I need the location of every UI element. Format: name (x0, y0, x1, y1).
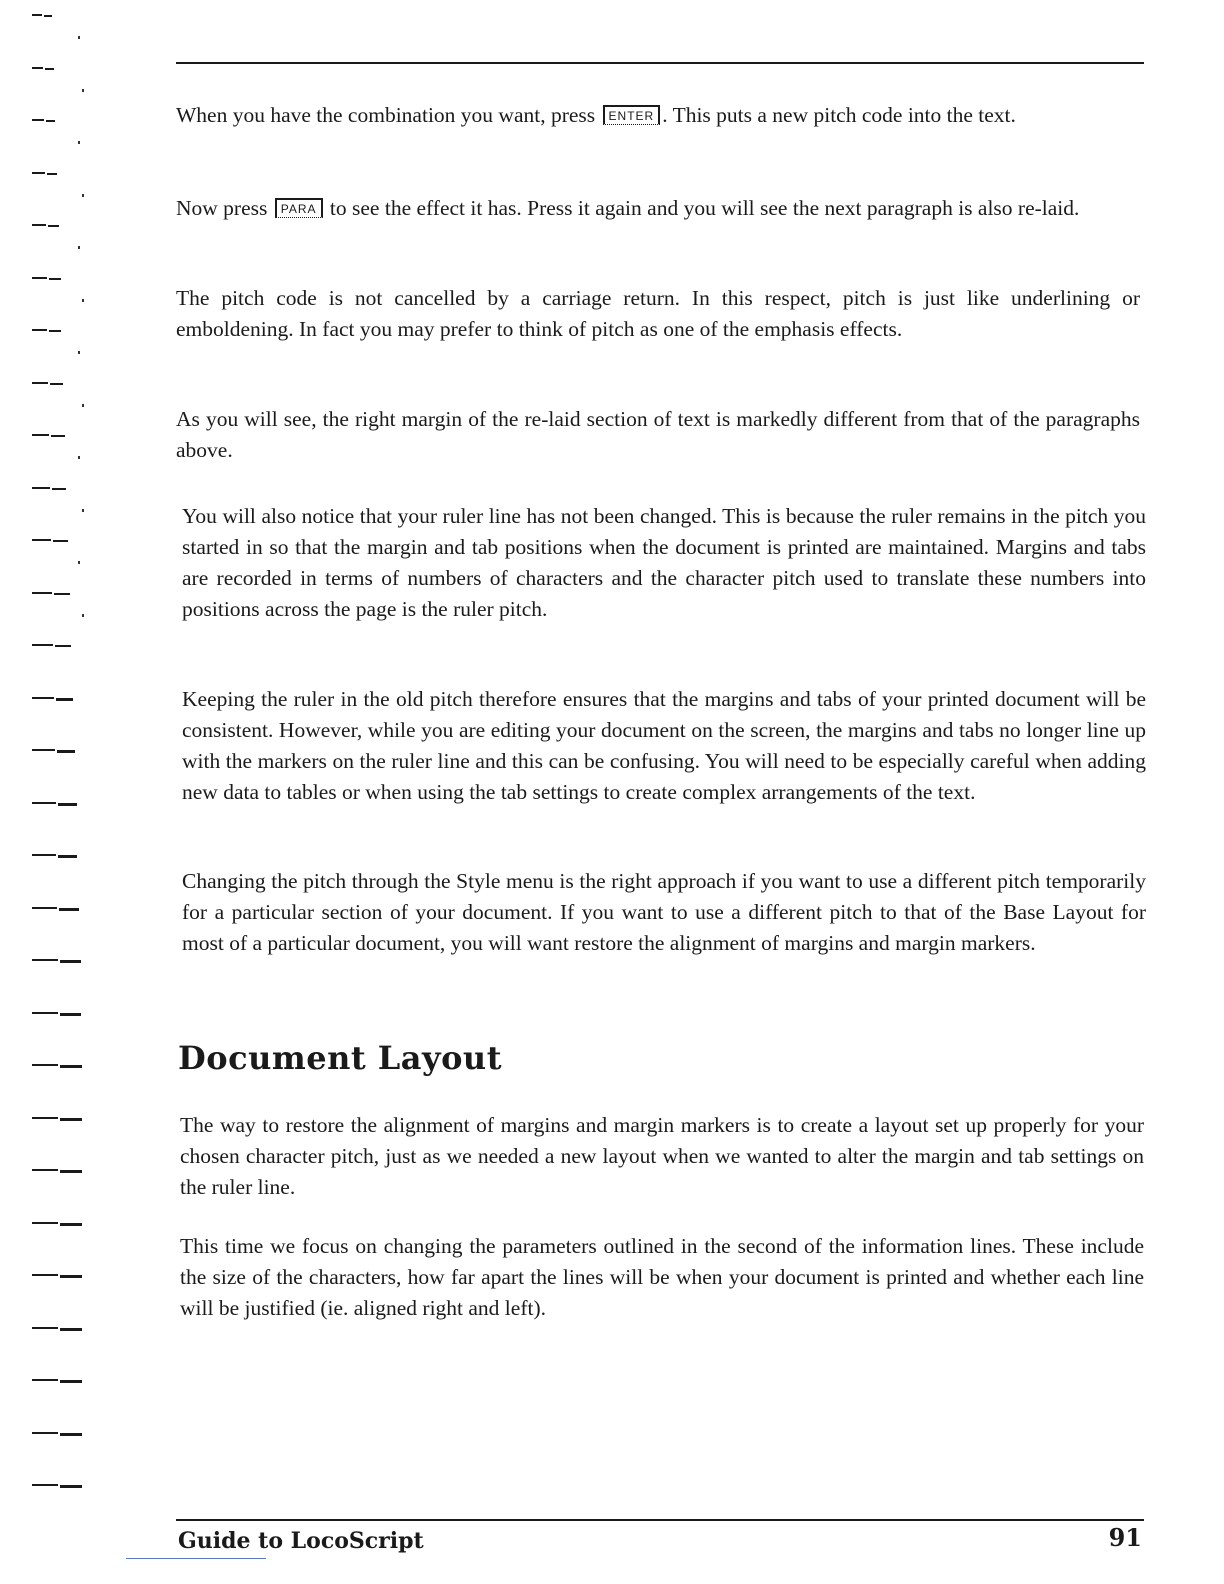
binding-mark (59, 908, 79, 911)
page-number: 91 (1108, 1523, 1142, 1552)
binding-mark (60, 1013, 81, 1016)
binding-mark (32, 1012, 58, 1014)
binding-mark (32, 907, 57, 909)
footer-title: Guide to LocoScript (178, 1528, 424, 1554)
binding-mark (32, 382, 48, 384)
binding-mark (32, 749, 55, 751)
binding-dot (78, 351, 80, 354)
binding-mark (60, 1380, 82, 1383)
binding-mark (51, 435, 65, 437)
binding-dot (78, 456, 80, 459)
binding-mark (60, 1170, 82, 1173)
binding-mark (32, 1117, 58, 1119)
binding-dot (82, 194, 84, 197)
binding-mark (49, 330, 61, 332)
binding-mark (45, 68, 54, 70)
binding-mark (32, 1169, 58, 1171)
binding-mark (32, 67, 43, 69)
binding-mark (32, 1274, 58, 1276)
paragraph-information-lines: This time we focus on changing the parameters outlined in the second of the information lines. These include the size of the characters, how far apart the lines will be when your document is printed and whether each line will be justified (ie. aligned right and left). (180, 1234, 1144, 1320)
binding-mark (60, 960, 81, 963)
footer-rule (176, 1519, 1144, 1521)
binding-mark (32, 1064, 58, 1066)
binding-mark (58, 803, 77, 806)
binding-mark (32, 172, 45, 174)
binding-mark (32, 277, 47, 279)
paragraph-style-menu: Changing the pitch through the Style menu is the right approach if you want to use a different pitch temporarily for a particular section of your document. If you want to use a different pitch to that of the Base Layout for most of a particular document, you will want restore the alignment of margins and margin markers. (182, 869, 1146, 955)
binding-mark (32, 224, 46, 226)
binding-mark (58, 855, 77, 858)
binding-mark (48, 225, 59, 227)
binding-mark (56, 698, 73, 701)
paragraph-text: Now press (176, 196, 273, 220)
binding-dot (78, 141, 80, 144)
paragraph-text: . This puts a new pitch code into the text. (662, 103, 1016, 127)
paragraph-restore-alignment: The way to restore the alignment of margins and margin markers is to create a layout set up properly for your chosen character pitch, just as we needed a new layout when we wanted to alter the margin and tab settings on the ruler line. (180, 1113, 1144, 1199)
paragraph-pitch-code: The pitch code is not cancelled by a carriage return. In this respect, pitch is just like underlining or emboldening. In fact you may prefer to think of pitch as one of the emphasis effects. (176, 286, 1140, 341)
binding-mark (32, 1484, 58, 1486)
paragraph-old-pitch: Keeping the ruler in the old pitch therefore ensures that the margins and tabs of your printed document will be consistent. However, while you are editing your document on the screen, the margins and tabs no longer line up with the markers on the ruler line and this can be confusing. You will need to be especially careful when adding new data to tables or when using the tab settings to create complex arrangements of the text. (182, 687, 1146, 804)
binding-mark (53, 540, 68, 542)
binding-mark (60, 1433, 82, 1436)
paragraph-ruler-line: You will also notice that your ruler line has not been changed. This is because the ruler remains in the pitch you started in so that the margin and tab positions when the document is printed are maintained. Margins and tabs are recorded in terms of numbers of characters and the character pitch used to translate these numbers into positions across the page is the ruler pitch. (182, 504, 1146, 621)
binding-mark (32, 1379, 58, 1381)
binding-mark (32, 1432, 58, 1434)
paragraph-text: When you have the combination you want, press (176, 103, 601, 127)
binding-dot (78, 246, 80, 249)
binding-mark (32, 697, 54, 699)
binding-mark (32, 119, 44, 121)
binding-mark (32, 1327, 58, 1329)
binding-mark (54, 593, 70, 595)
header-rule (176, 62, 1144, 64)
binding-mark (32, 1222, 58, 1224)
enter-key-icon: ENTER (603, 105, 661, 125)
section-heading: Document Layout (178, 1039, 502, 1077)
paragraph-right-margin: As you will see, the right margin of the re-laid section of text is markedly different from that of the paragraphs above. (176, 407, 1140, 462)
binding-mark (46, 120, 55, 122)
binding-mark (60, 1275, 82, 1278)
binding-mark (32, 592, 52, 594)
binding-mark (32, 487, 50, 489)
binding-margin-marks (30, 0, 100, 1584)
binding-mark (60, 1223, 82, 1226)
binding-mark (60, 1328, 82, 1331)
binding-mark (55, 645, 71, 647)
binding-mark (32, 434, 49, 436)
binding-mark (44, 15, 52, 17)
binding-mark (32, 802, 56, 804)
paragraph-enter-key (176, 100, 1140, 131)
binding-mark (49, 278, 61, 280)
binding-dot (78, 561, 80, 564)
binding-mark (60, 1485, 82, 1488)
binding-mark (32, 854, 56, 856)
binding-mark (57, 750, 75, 753)
binding-mark (52, 488, 66, 490)
para-key-icon: PARA (275, 198, 323, 218)
binding-dot (82, 404, 84, 407)
binding-mark (32, 644, 53, 646)
binding-mark (32, 14, 42, 16)
binding-mark (60, 1118, 82, 1121)
footer-underline (126, 1558, 266, 1559)
binding-mark (60, 1065, 82, 1068)
binding-dot (82, 614, 84, 617)
binding-dot (82, 299, 84, 302)
binding-dot (78, 36, 80, 39)
binding-mark (47, 173, 57, 175)
binding-mark (32, 539, 51, 541)
paragraph-text: to see the effect it has. Press it again and you will see the next paragraph is also re-laid. (324, 196, 1080, 220)
binding-dot (82, 509, 84, 512)
binding-dot (82, 89, 84, 92)
paragraph-para-key (176, 193, 1140, 224)
binding-mark (32, 329, 47, 331)
binding-mark (32, 959, 58, 961)
binding-mark (50, 383, 63, 385)
